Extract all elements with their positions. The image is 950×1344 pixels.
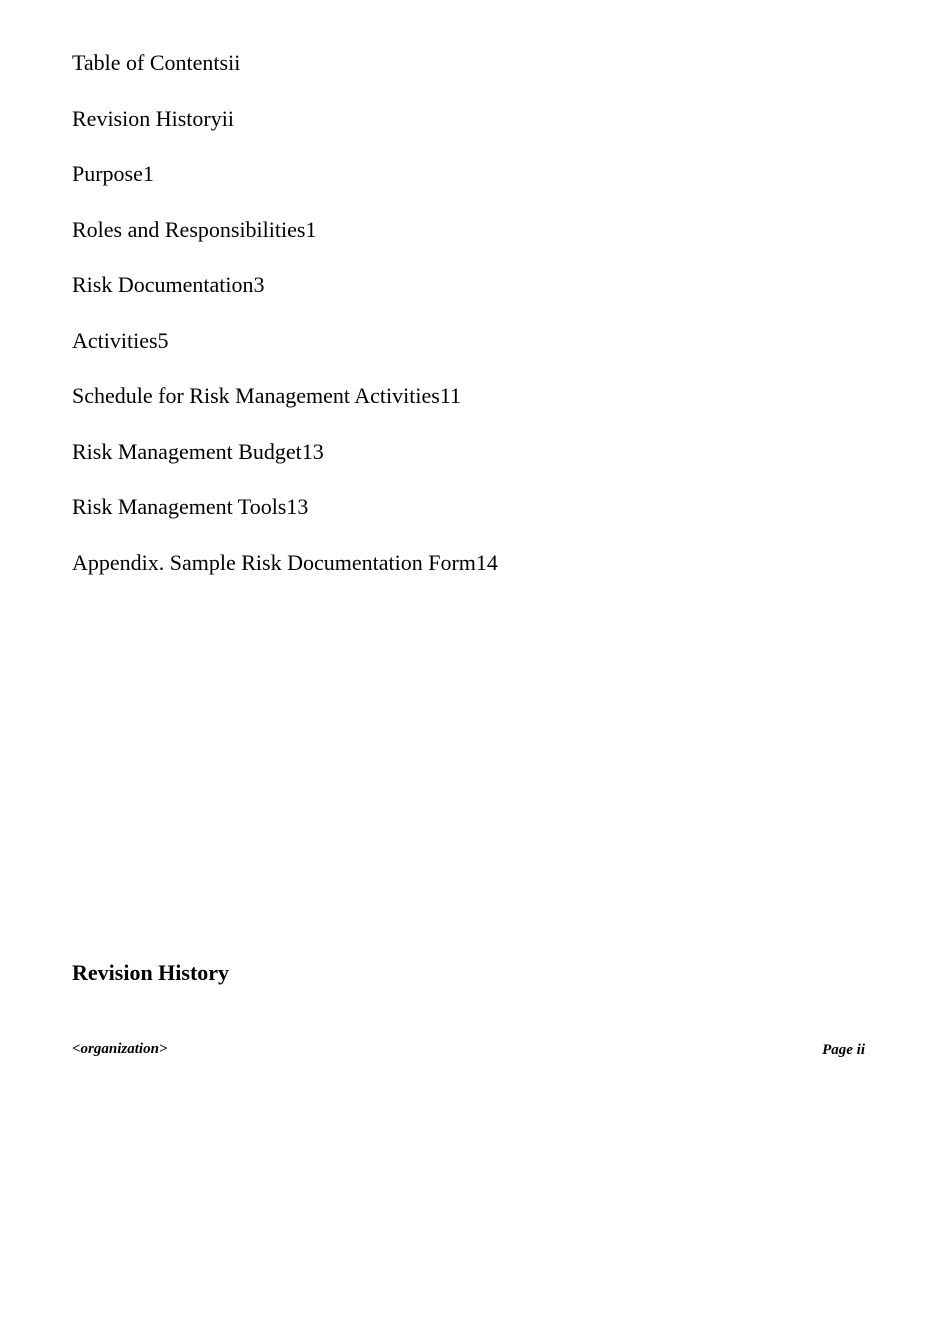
toc-entry-title: Roles and Responsibilities	[72, 216, 306, 242]
footer-page-number: Page ii	[822, 1042, 865, 1058]
toc-entry-risk-documentation[interactable]	[72, 268, 498, 301]
toc-entry-page: 11	[439, 383, 461, 408]
toc-entry-title: Table of Contents	[72, 50, 229, 75]
toc-entry-title: Risk Documentation	[72, 272, 254, 297]
toc-entry-title: Revision History	[72, 105, 222, 131]
footer-organization: <organization>	[72, 1041, 168, 1057]
toc-entry-activities[interactable]	[72, 324, 498, 357]
toc-entry-page: 5	[157, 327, 169, 353]
toc-entry-page: 3	[253, 272, 265, 297]
toc-entry-table-of-contents[interactable]	[72, 46, 498, 79]
toc-entry-page: 13	[301, 438, 324, 464]
toc-entry-risk-management-budget[interactable]	[72, 435, 498, 468]
toc-entry-title: Risk Management Tools	[72, 494, 287, 519]
toc-entry-risk-management-tools[interactable]	[72, 490, 498, 523]
toc-entry-page: ii	[221, 105, 234, 131]
revision-history-heading: Revision History	[72, 960, 230, 985]
toc-entry-title: Purpose	[72, 161, 143, 186]
toc-entry-title: Appendix. Sample Risk Documentation Form	[72, 549, 476, 575]
toc-entry-revision-history[interactable]	[72, 102, 498, 135]
toc-entry-title: Activities	[72, 327, 158, 353]
toc-entry-page: 1	[142, 161, 154, 186]
toc-entry-title: Risk Management Budget	[72, 438, 302, 464]
toc-entry-title: Schedule for Risk Management Activities	[72, 383, 440, 408]
toc-entry-page: 1	[305, 216, 317, 242]
table-of-contents	[72, 46, 498, 601]
toc-entry-page: 14	[475, 549, 498, 575]
toc-entry-purpose[interactable]	[72, 157, 498, 190]
toc-entry-page: ii	[228, 50, 241, 75]
toc-entry-roles-and-responsibilities[interactable]	[72, 213, 498, 246]
toc-entry-appendix[interactable]	[72, 546, 498, 579]
toc-entry-schedule[interactable]	[72, 379, 498, 412]
toc-entry-page: 13	[286, 494, 309, 519]
